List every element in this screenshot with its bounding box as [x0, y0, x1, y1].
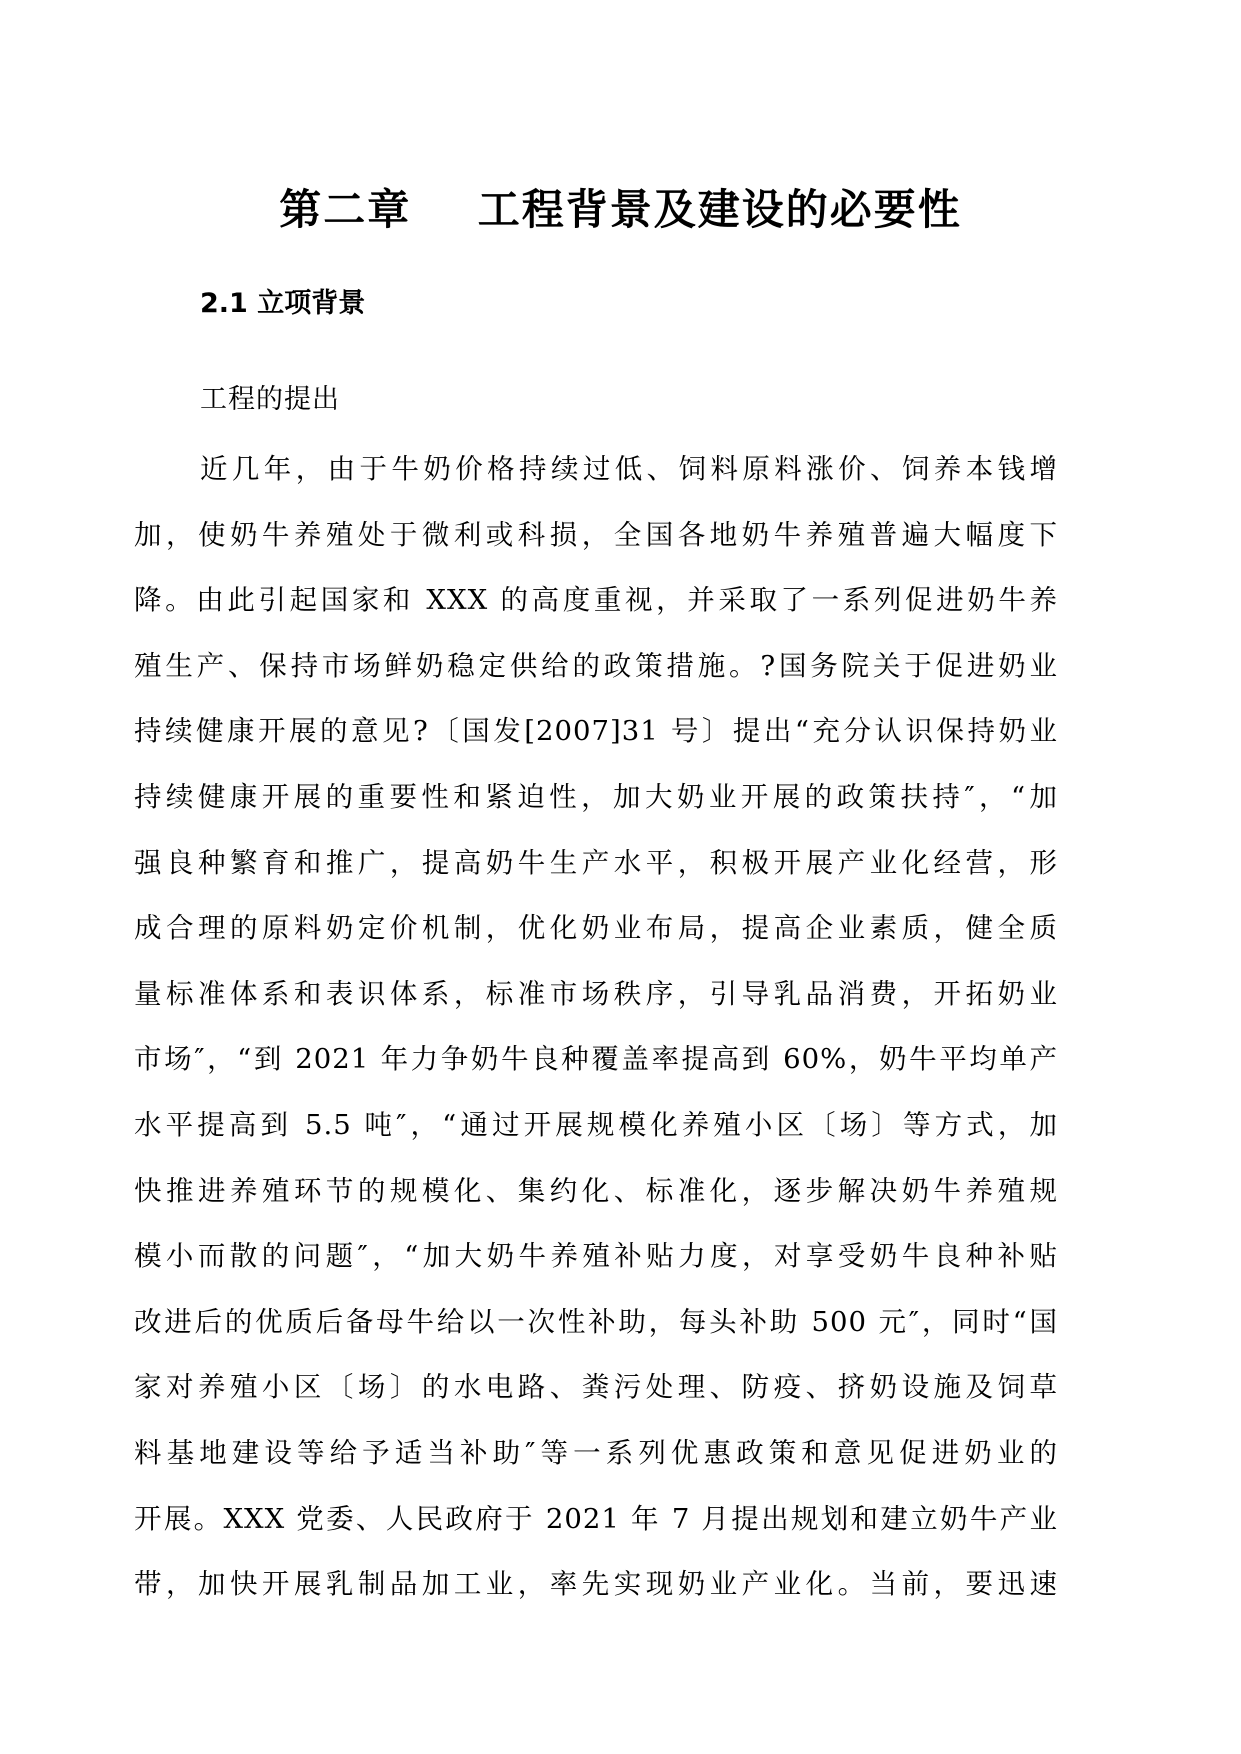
paragraph-line: 带，加快开展乳制品加工业，率先实现奶业产业化。当前，要迅速: [134, 1568, 1058, 1601]
paragraph-line: 殖生产、保持市场鲜奶稳定供给的政策措施。?国务院关于促进奶业: [134, 649, 1058, 682]
section-title: 2.1 立项背景: [200, 288, 366, 319]
paragraph-line: 家对养殖小区〔场〕的水电路、粪污处理、防疫、挤奶设施及饲草: [134, 1371, 1058, 1404]
paragraph-line: 持续健康开展的意见?〔国发[2007]31 号〕提出“充分认识保持奶业: [134, 715, 1058, 748]
subheading: 工程的提出: [200, 384, 340, 415]
paragraph-line: 成合理的原料奶定价机制，优化奶业布局，提高企业素质，健全质: [134, 912, 1058, 945]
body-paragraph: [134, 437, 1058, 1618]
paragraph-line: 近几年，由于牛奶价格持续过低、饲料原料涨价、饲养本钱增: [200, 453, 1058, 485]
paragraph-line: 强良种繁育和推广，提高奶牛生产水平，积极开展产业化经营，形: [134, 846, 1058, 879]
paragraph-line: 开展。XXX 党委、人民政府于 2021 年 7 月提出规划和建立奶牛产业: [134, 1502, 1058, 1535]
paragraph-line: 料基地建设等给予适当补助″等一系列优惠政策和意见促进奶业的: [134, 1436, 1058, 1469]
paragraph-line: 水平提高到 5.5 吨″，“通过开展规模化养殖小区〔场〕等方式，加: [134, 1108, 1058, 1141]
chapter-title: 第二章 工程背景及建设的必要性: [279, 185, 962, 234]
paragraph-line: 加，使奶牛养殖处于微利或科损，全国各地奶牛养殖普遍大幅度下: [134, 518, 1058, 551]
paragraph-line: 量标准体系和表识体系，标准市场秩序，引导乳品消费，开拓奶业: [134, 977, 1058, 1010]
paragraph-line: 快推进养殖环节的规模化、集约化、标准化，逐步解决奶牛养殖规: [134, 1174, 1058, 1207]
paragraph-line: 改进后的优质后备母牛给以一次性补助，每头补助 500 元″，同时“国: [134, 1305, 1058, 1338]
paragraph-line: 降。由此引起国家和 XXX 的高度重视，并采取了一系列促进奶牛养: [134, 584, 1058, 617]
paragraph-line: 模小而散的问题″，“加大奶牛养殖补贴力度，对享受奶牛良种补贴: [134, 1240, 1058, 1273]
paragraph-line: 市场″，“到 2021 年力争奶牛良种覆盖率提高到 60%，奶牛平均单产: [134, 1043, 1058, 1076]
paragraph-line: 持续健康开展的重要性和紧迫性，加大奶业开展的政策扶持″，“加: [134, 780, 1058, 813]
